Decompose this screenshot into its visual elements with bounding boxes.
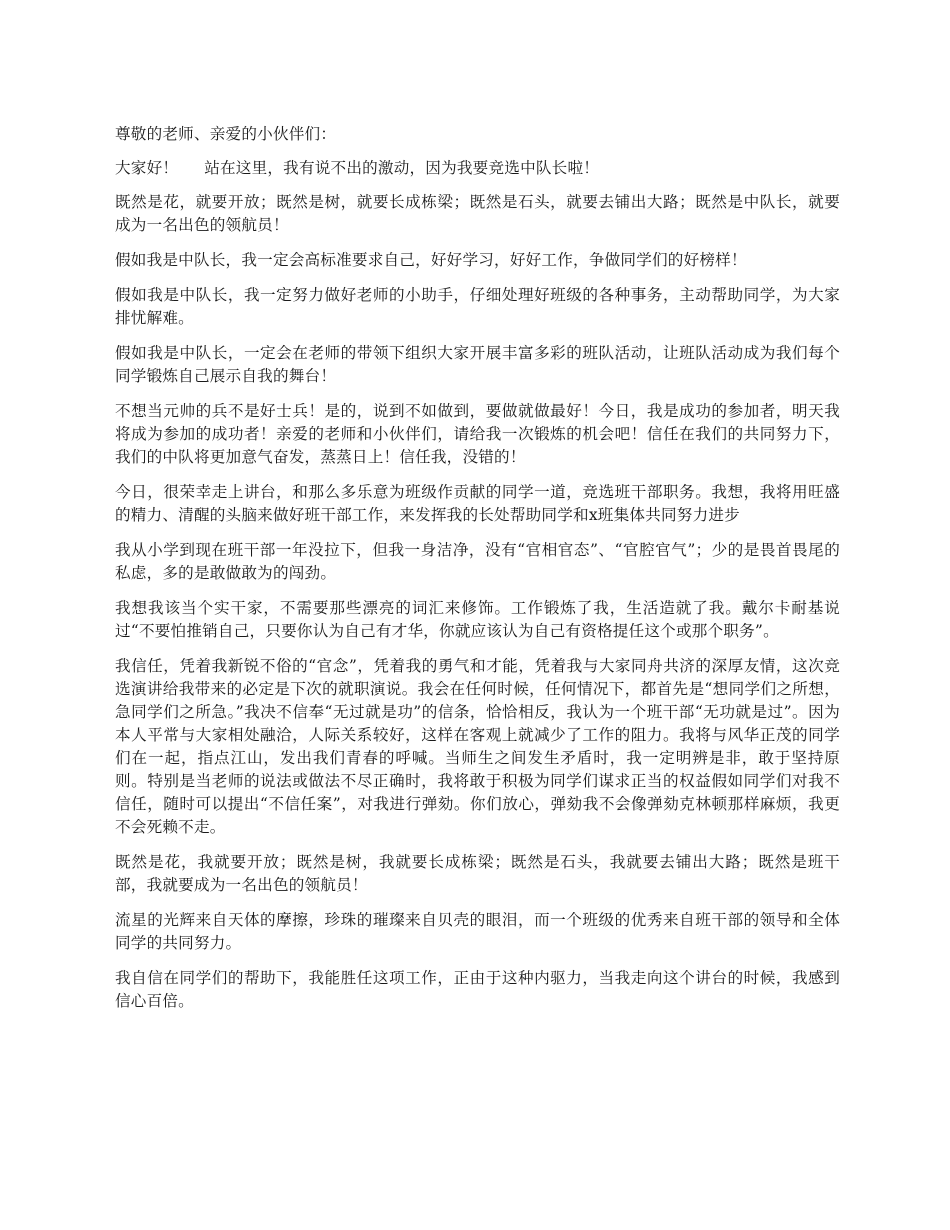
paragraph-11: 流星的光辉来自天体的摩擦，珍珠的璀璨来自贝壳的眼泪，而一个班级的优秀来自班干部的领导和全体同学的共同努力。 xyxy=(115,911,840,952)
paragraph-9: 我信任，凭着我新锐不俗的“官念”，凭着我的勇气和才能，凭着我与大家同舟共济的深厚友情，这次竞选演讲给我带来的必定是下次的就职演说。我会在任何时候，任何情况下，都首先是“想同学们之所想，急同学们之所急。”我决不信奉“无过就是功”的信条，恰恰相反，我认为一个班干部“无功就是过”。因为本人平常与大家相处融洽，人际关系较好，这样在客观上就减少了工作的阻力。我将与风华正茂的同学们在一起，指点江山，发出我们青春的呼喊。当师生之间发生矛盾时，我一定明辨是非，敢于坚持原则。特别是当老师的说法或做法不尽正确时，我将敢于积极为同学们谋求正当的权益假如同学们对我不信任，随时可以提出“不信任案”，对我进行弹劾。你们放心，弹劾我不会像弹劾克林顿那样麻烦，我更不会死赖不走。 xyxy=(115,657,840,836)
paragraph-7: 我从小学到现在班干部一年没拉下，但我一身洁净，没有“官相官态”、“官腔官气”；少的是畏首畏尾的私虑，多的是敢做敢为的闯劲。 xyxy=(115,541,840,582)
paragraph-4: 假如我是中队长，一定会在老师的带领下组织大家开展丰富多彩的班队活动，让班队活动成为我们每个同学锻炼自己展示自我的舞台！ xyxy=(115,344,840,385)
paragraph-6: 今日，很荣幸走上讲台，和那么多乐意为班级作贡献的同学一道，竞选班干部职务。我想，我将用旺盛的精力、清醒的头脑来做好班干部工作，来发挥我的长处帮助同学和x班集体共同努力进步 xyxy=(115,483,840,524)
paragraph-5: 不想当元帅的兵不是好士兵！是的，说到不如做到，要做就做最好！今日，我是成功的参加者，明天我将成为参加的成功者！亲爱的老师和小伙伴们，请给我一次锻炼的机会吧！信任在我们的共同努力下，我们的中队将更加意气奋发，蒸蒸日上！信任我，没错的！ xyxy=(115,402,840,466)
paragraph-10: 既然是花，我就要开放；既然是树，我就要长成栋梁；既然是石头，我就要去铺出大路；既然是班干部，我就要成为一名出色的领航员！ xyxy=(115,853,840,894)
paragraph-2: 假如我是中队长，我一定会高标准要求自己，好好学习，好好工作，争做同学们的好榜样！ xyxy=(115,251,747,269)
document-body xyxy=(115,123,840,1025)
paragraph-12: 我自信在同学们的帮助下，我能胜任这项工作，正由于这种内驱力，当我走向这个讲台的时候，我感到信心百倍。 xyxy=(115,969,840,1010)
paragraph-8: 我想我该当个实干家，不需要那些漂亮的词汇来修饰。工作锻炼了我，生活造就了我。戴尔卡耐基说过“不要怕推销自己，只要你认为自己有才华，你就应该认为自己有资格提任这个或那个职务”。 xyxy=(115,599,840,640)
greeting-paragraph xyxy=(115,157,840,180)
greeting-text: 站在这里，我有说不出的激动，因为我要竞选中队长啦！ xyxy=(204,159,600,177)
salutation: 尊敬的老师、亲爱的小伙伴们： xyxy=(115,125,337,143)
paragraph-1: 既然是花，就要开放；既然是树，就要长成栋梁；既然是石头，就要去铺出大路；既然是中队长，就要成为一名出色的领航员！ xyxy=(115,193,840,234)
paragraph-3: 假如我是中队长，我一定努力做好老师的小助手，仔细处理好班级的各种事务，主动帮助同学，为大家排忧解难。 xyxy=(115,286,840,327)
greeting-opening: 大家好！ xyxy=(115,159,179,177)
